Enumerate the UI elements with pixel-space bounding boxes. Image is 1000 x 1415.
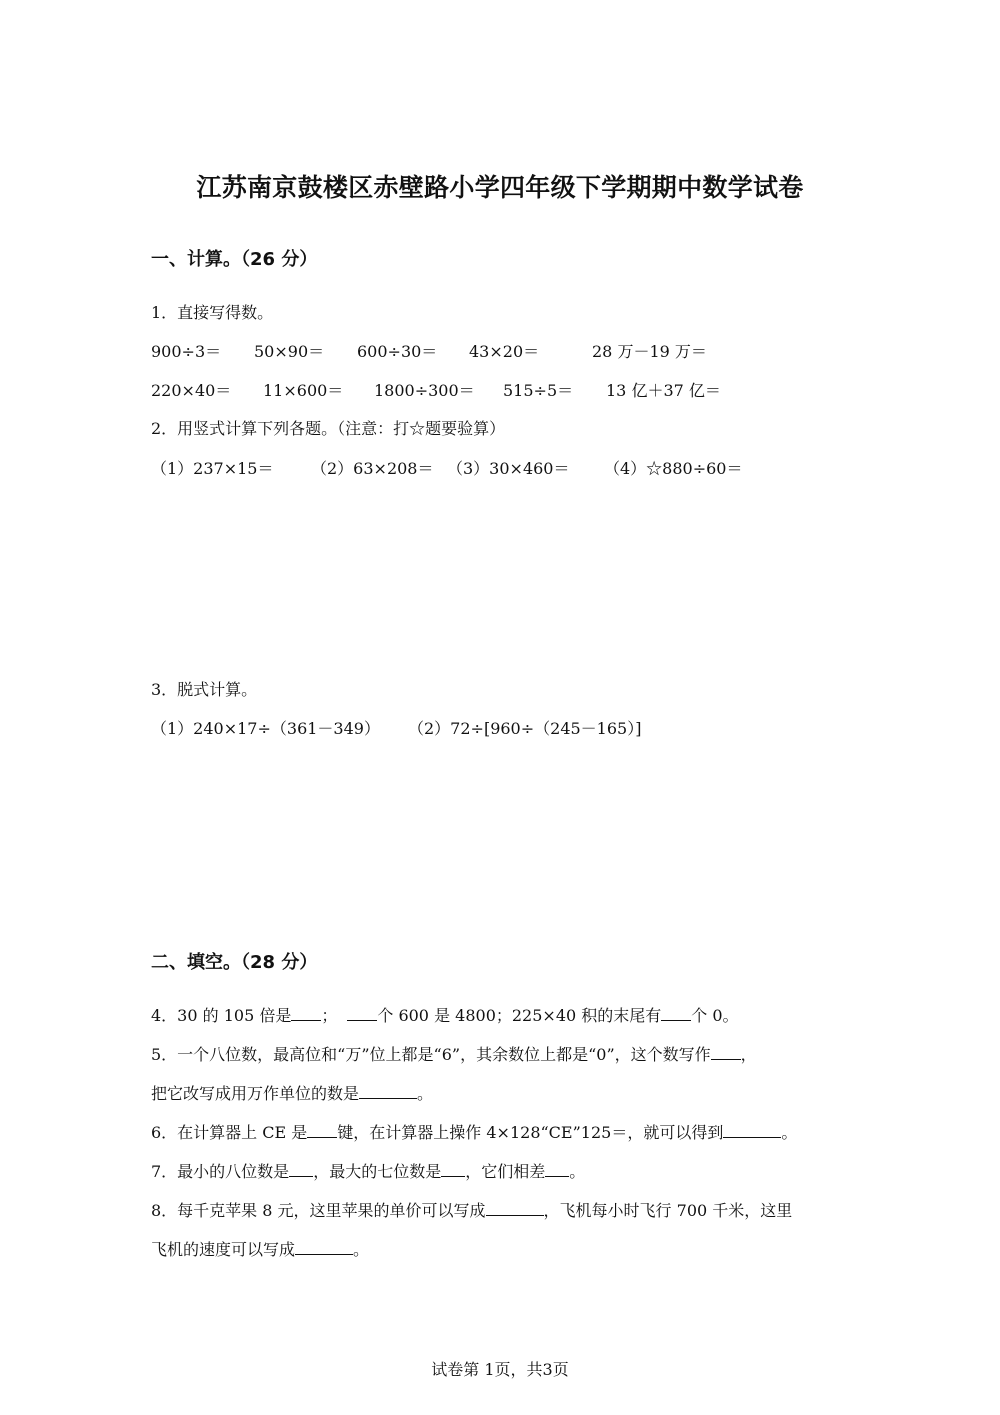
answer-blank[interactable] bbox=[723, 1123, 781, 1138]
question-4 bbox=[151, 1003, 739, 1026]
question-5-line-1 bbox=[151, 1042, 757, 1065]
q3-item: （2）72÷[960÷（245－165）] bbox=[408, 719, 642, 738]
q2-item: （1）237×15＝ bbox=[151, 459, 274, 478]
q7-text: 。 bbox=[569, 1162, 586, 1181]
question-8-line-1 bbox=[151, 1198, 792, 1221]
q1-item: 1800÷300＝ bbox=[374, 381, 475, 400]
q2-items bbox=[0, 456, 1000, 478]
q2-item: （4）☆880÷60＝ bbox=[604, 459, 743, 478]
q6-text: 。 bbox=[781, 1123, 798, 1142]
section-1-heading: 一、计算。（26 分） bbox=[151, 249, 318, 270]
q7-text: ，最大的七位数是 bbox=[313, 1162, 442, 1181]
q5-text: 把它改写成用万作单位的数是 bbox=[151, 1084, 360, 1103]
q8-text: ，飞机每小时飞行 700 千米，这里 bbox=[543, 1201, 793, 1220]
question-3-label: 3．脱式计算。 bbox=[151, 680, 258, 699]
q1-item: 11×600＝ bbox=[263, 381, 344, 400]
q8-text: 飞机的速度可以写成 bbox=[151, 1240, 296, 1259]
answer-blank[interactable] bbox=[291, 1006, 321, 1021]
q7-text: 7．最小的八位数是 bbox=[151, 1162, 290, 1181]
answer-blank[interactable] bbox=[307, 1123, 337, 1138]
q2-item: （2）63×208＝ bbox=[311, 459, 434, 478]
q8-text: 。 bbox=[353, 1240, 370, 1259]
q6-text: 键，在计算器上操作 4×128“CE”125＝，就可以得到 bbox=[337, 1123, 724, 1142]
exam-title: 江苏南京鼓楼区赤壁路小学四年级下学期期中数学试卷 bbox=[196, 173, 804, 202]
q1-item: 50×90＝ bbox=[254, 342, 325, 361]
section-2-heading: 二、填空。（28 分） bbox=[151, 952, 318, 973]
q4-text: 个 600 是 4800；225×40 积的末尾有 bbox=[377, 1006, 662, 1025]
q3-item: （1）240×17÷（361－349） bbox=[151, 719, 380, 738]
answer-blank[interactable] bbox=[289, 1162, 313, 1177]
q6-text: 6．在计算器上 CE 是 bbox=[151, 1123, 308, 1142]
q2-item: （3）30×460＝ bbox=[447, 459, 570, 478]
q4-text: ； bbox=[321, 1006, 338, 1025]
q1-item: 600÷30＝ bbox=[357, 342, 438, 361]
page-footer: 试卷第 1页，共3页 bbox=[431, 1360, 569, 1379]
q3-items bbox=[0, 716, 1000, 738]
q1-item: 28 万－19 万＝ bbox=[592, 342, 707, 361]
question-1-label: 1．直接写得数。 bbox=[151, 303, 274, 322]
answer-blank[interactable] bbox=[486, 1201, 544, 1216]
answer-blank[interactable] bbox=[441, 1162, 465, 1177]
q1-item: 220×40＝ bbox=[151, 381, 232, 400]
answer-blank[interactable] bbox=[661, 1006, 691, 1021]
question-6 bbox=[151, 1120, 797, 1143]
q5-text: 5．一个八位数，最高位和“万”位上都是“6”，其余数位上都是“0”，这个数写作 bbox=[151, 1045, 711, 1064]
q5-text: ， bbox=[740, 1045, 757, 1064]
q1-row-2 bbox=[0, 378, 1000, 400]
answer-blank[interactable] bbox=[347, 1006, 377, 1021]
q8-text: 8．每千克苹果 8 元，这里苹果的单价可以写成 bbox=[151, 1201, 486, 1220]
answer-blank[interactable] bbox=[359, 1084, 417, 1099]
question-8-line-2 bbox=[151, 1237, 369, 1260]
answer-blank[interactable] bbox=[711, 1045, 741, 1060]
q1-item: 515÷5＝ bbox=[503, 381, 574, 400]
q1-item: 900÷3＝ bbox=[151, 342, 222, 361]
question-5-line-2 bbox=[151, 1081, 433, 1104]
q1-item: 13 亿＋37 亿＝ bbox=[606, 381, 721, 400]
question-7 bbox=[151, 1159, 585, 1182]
q1-item: 43×20＝ bbox=[469, 342, 540, 361]
q7-text: ，它们相差 bbox=[465, 1162, 546, 1181]
q5-text: 。 bbox=[417, 1084, 434, 1103]
q4-text: 个 0。 bbox=[691, 1006, 739, 1025]
answer-blank[interactable] bbox=[545, 1162, 569, 1177]
q4-text: 4．30 的 105 倍是 bbox=[151, 1006, 292, 1025]
q1-row-1 bbox=[0, 339, 1000, 361]
answer-blank[interactable] bbox=[295, 1240, 353, 1255]
question-2-label: 2．用竖式计算下列各题。（注意：打☆题要验算） bbox=[151, 419, 506, 438]
